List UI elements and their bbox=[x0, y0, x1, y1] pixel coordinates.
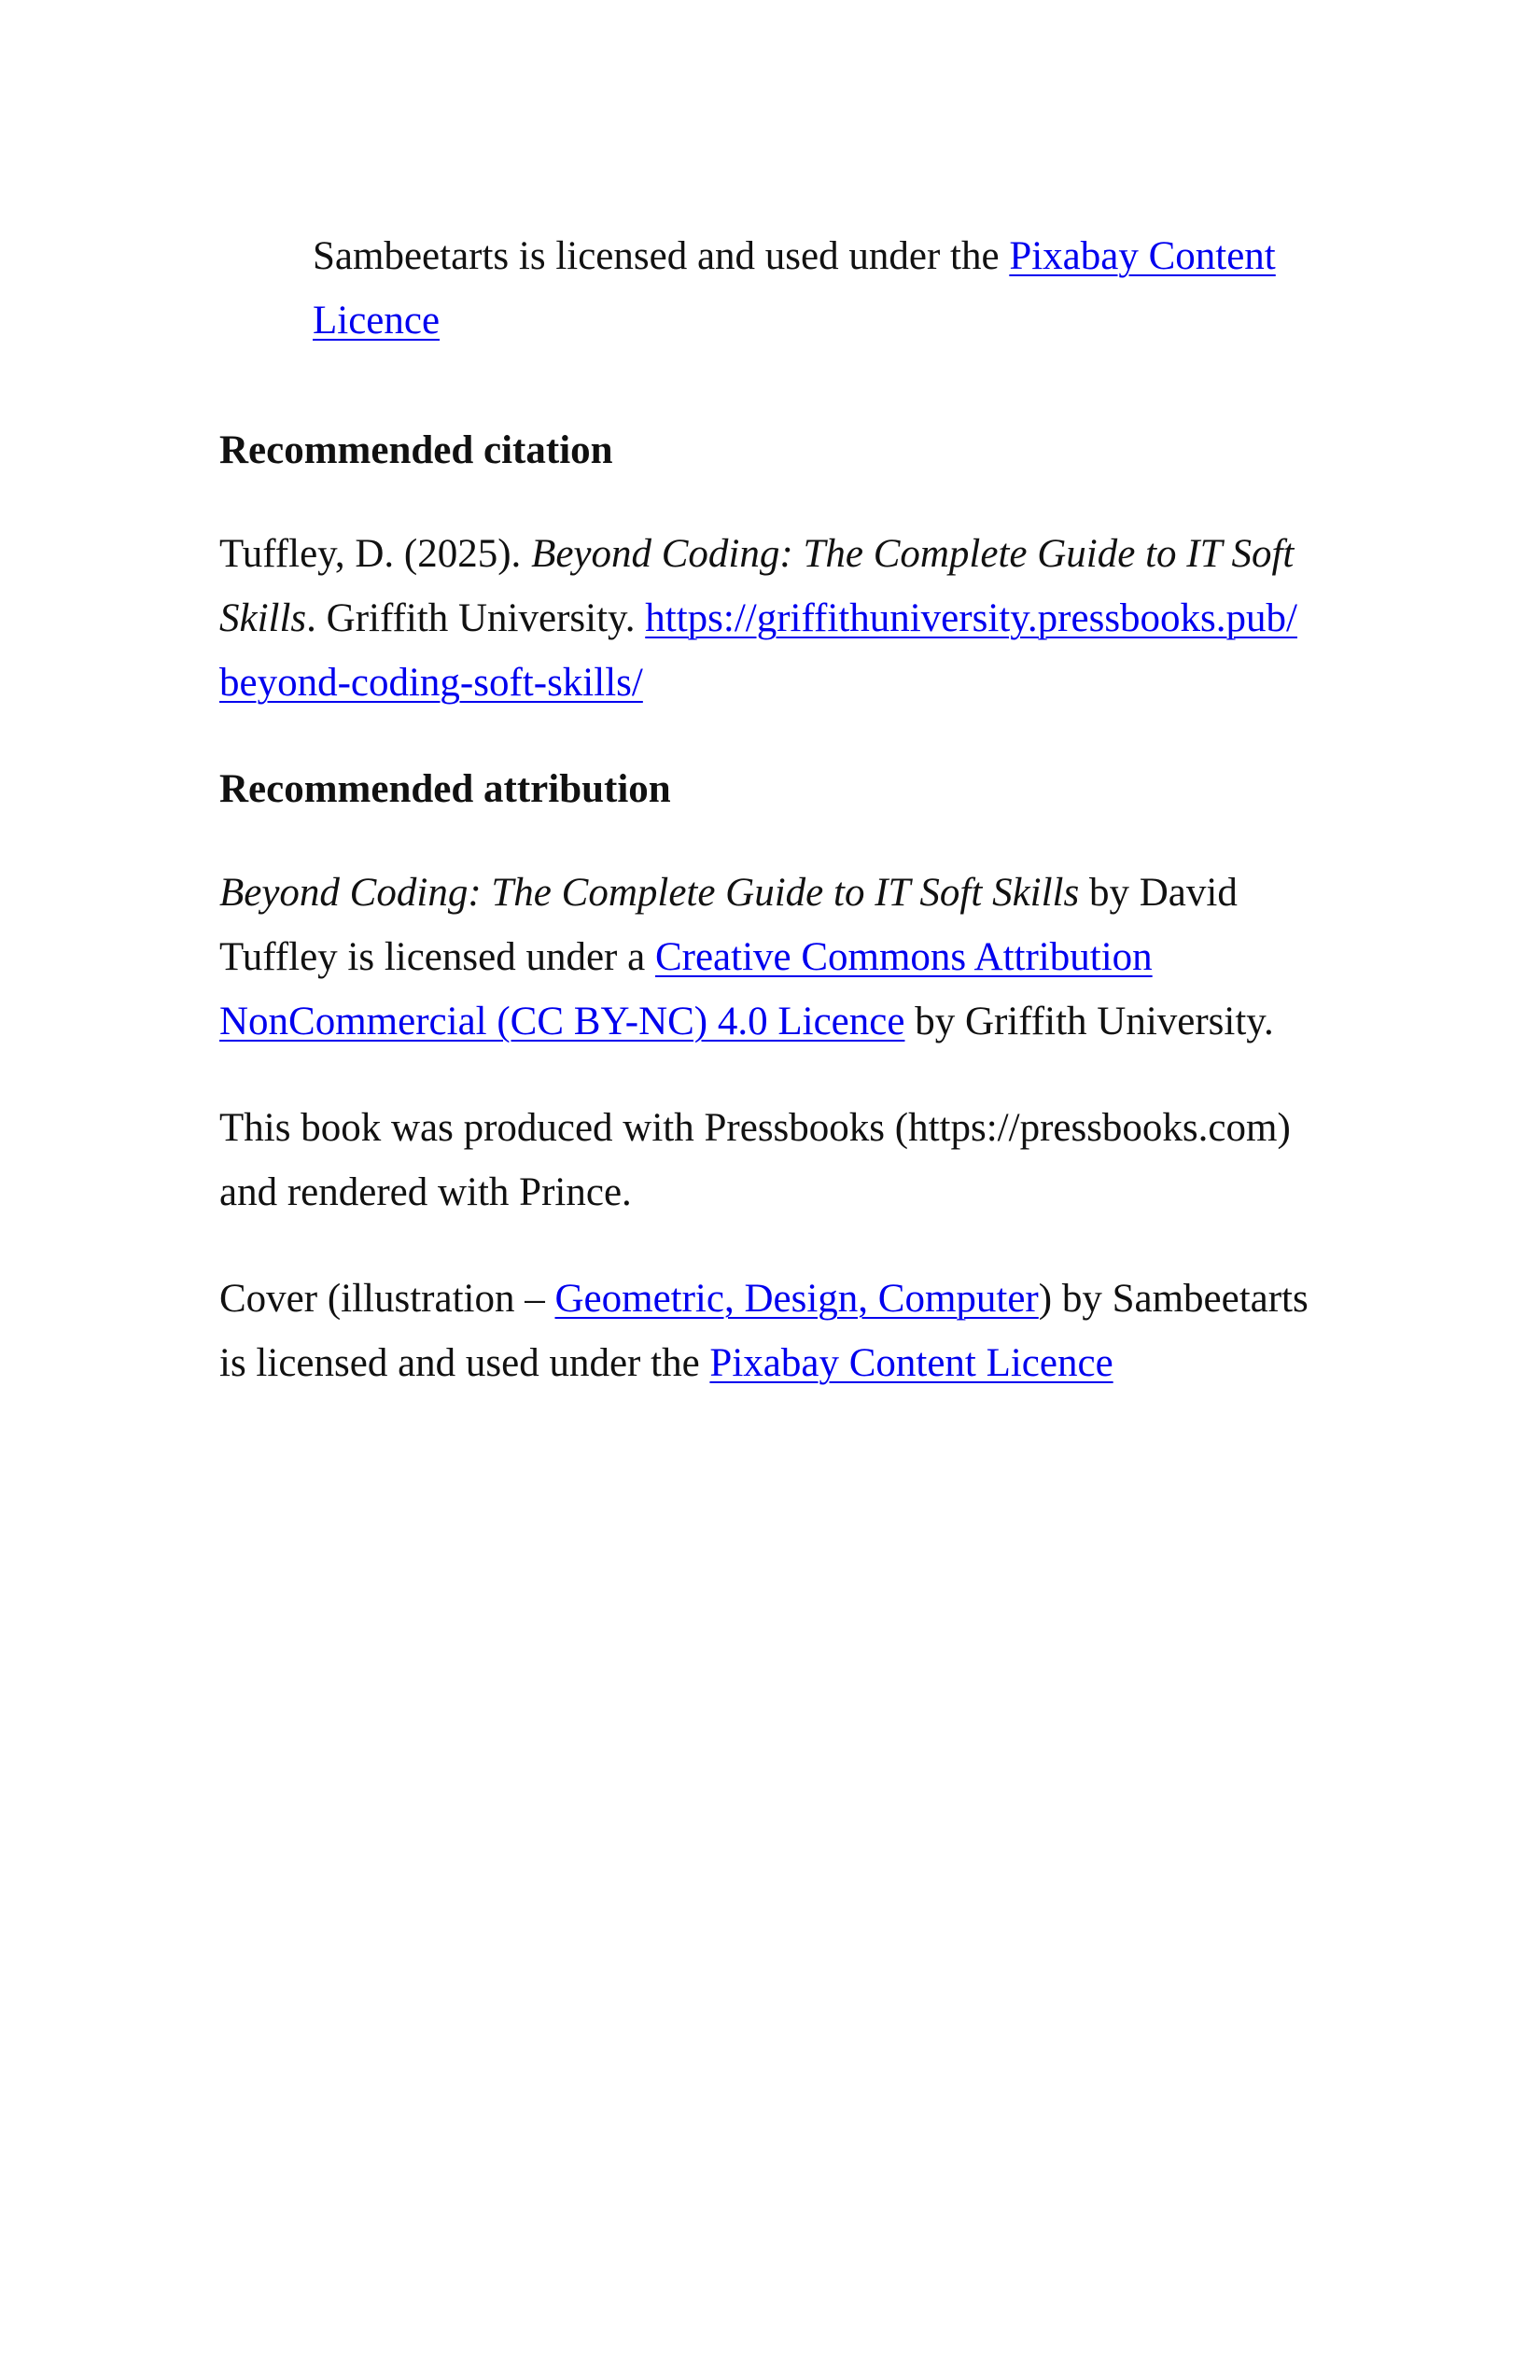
citation-authors: Tuffley, D. (2025). bbox=[219, 532, 532, 576]
cover-credit bbox=[219, 1267, 1321, 1395]
attribution-title: Beyond Coding: The Complete Guide to IT Soft Skills bbox=[219, 871, 1080, 915]
cover-pixabay-licence-link[interactable]: Pixabay Content Licence bbox=[709, 1341, 1113, 1385]
attribution-text bbox=[219, 861, 1321, 1054]
production-note: This book was produced with Pressbooks (https://pressbooks.com) and rendered with Prince. bbox=[219, 1106, 1291, 1214]
attribution-heading: Recommended attribution bbox=[219, 767, 671, 811]
cover-illustration-link[interactable]: Geometric, Design, Computer bbox=[554, 1277, 1039, 1321]
pixabay-licence-link[interactable]: Pixabay Content Licence bbox=[313, 234, 1276, 343]
image-credit bbox=[313, 224, 1321, 353]
citation-title: Beyond Coding: The Complete Guide to IT Soft Skills bbox=[219, 532, 1295, 640]
attribution-tail: by Griffith University. bbox=[904, 1000, 1274, 1043]
cover-middle: ) by Sambeetarts is licensed and used under the bbox=[219, 1277, 1309, 1385]
copyright-page bbox=[219, 224, 1321, 1395]
cc-license-link[interactable]: Creative Commons Attribution NonCommercial (CC BY-NC) 4.0 Licence bbox=[219, 935, 1153, 1043]
citation-publisher: . Griffith University. bbox=[306, 596, 646, 640]
image-credit-text: Sambeetarts is licensed and used under the bbox=[313, 234, 1010, 278]
citation-text bbox=[219, 522, 1321, 715]
cover-prefix: Cover (illustration – bbox=[219, 1277, 555, 1321]
attribution-by: by David Tuffley is licensed under a bbox=[219, 871, 1238, 979]
citation-heading: Recommended citation bbox=[219, 428, 613, 472]
book-url-link[interactable]: https://griffithuniversity.pressbooks.pub/ beyond-coding-soft-skills/ bbox=[219, 596, 1297, 705]
